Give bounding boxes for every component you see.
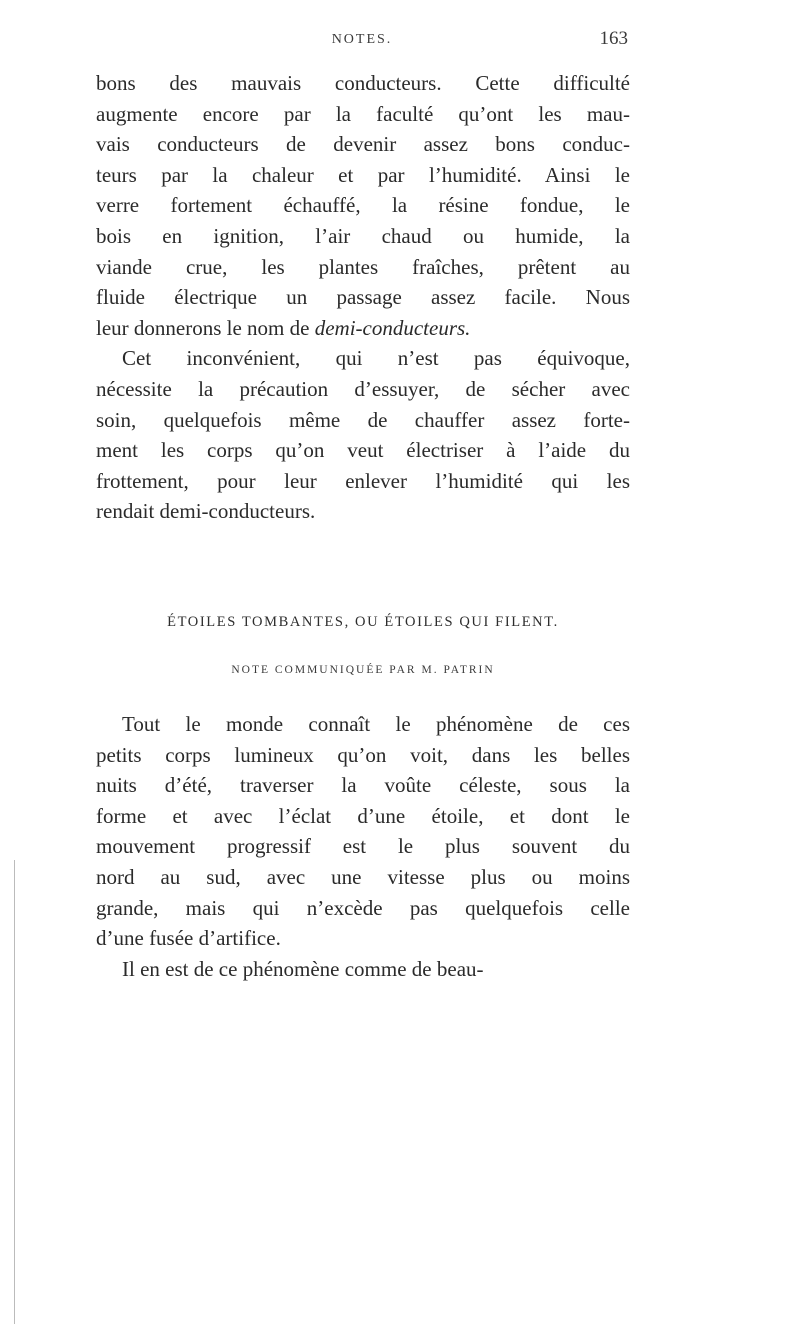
text-line: nécessite la précaution d’essuyer, de sécher avec: [96, 376, 630, 401]
text-line: viande crue, les plantes fraîches, prêtent au: [96, 254, 630, 279]
text-line: ment les corps qu’on veut électriser à l’aide du: [96, 438, 630, 463]
text-line: grande, mais qui n’excède pas quelquefois celle: [96, 895, 630, 920]
text-line: rendait demi-conducteurs.: [96, 499, 316, 524]
paragraph-shooting-stars: [96, 709, 630, 984]
running-header: [96, 24, 628, 54]
text-line: nord au sud, avec une vitesse plus ou moins: [96, 864, 630, 889]
page-number: 163: [599, 28, 628, 49]
text-line: forme et avec l’éclat d’une étoile, et dont le: [96, 803, 630, 828]
text-line: [96, 313, 630, 344]
text-line: vais conducteurs de devenir assez bons conduc-: [96, 132, 630, 157]
text-line: teurs par la chaleur et par l’humidité. Ainsi le: [96, 162, 630, 187]
text-line: d’une fusée d’artifice.: [96, 926, 281, 951]
text-line: petits corps lumineux qu’on voit, dans les belles: [96, 742, 630, 767]
text-line: nuits d’été, traverser la voûte céleste, sous la: [96, 773, 630, 798]
text-line: Tout le monde connaît le phénomène de ces: [122, 712, 630, 736]
text-line: Il en est de ce phénomène comme de beau-: [122, 956, 484, 981]
text-line: frottement, pour leur enlever l’humidité qui les: [96, 468, 630, 493]
text-line: bois en ignition, l’air chaud ou humide, la: [96, 223, 630, 248]
text-line: verre fortement échauffé, la résine fondue, le: [96, 193, 630, 218]
paragraph-conductors: [96, 68, 630, 527]
text-line: mouvement progressif est le plus souvent du: [96, 834, 630, 859]
section-subtitle: NOTE COMMUNIQUÉE PAR M. PATRIN: [231, 664, 495, 676]
running-title: NOTES.: [331, 32, 393, 47]
text-line-prefix: leur donnerons le nom de: [96, 315, 315, 340]
section-title: ÉTOILES TOMBANTES, OU ÉTOILES QUI FILENT.: [167, 614, 559, 630]
margin-rule: [14, 860, 15, 1324]
text-line: soin, quelquefois même de chauffer assez forte-: [96, 407, 630, 432]
italic-term: demi-conducteurs.: [314, 315, 471, 340]
text-line: Cet inconvénient, qui n’est pas équivoque,: [122, 346, 630, 371]
text-line: bons des mauvais conducteurs. Cette difficulté: [96, 71, 630, 95]
text-line: augmente encore par la faculté qu’ont les mau-: [96, 101, 630, 126]
text-line: fluide électrique un passage assez facile. Nous: [96, 285, 630, 310]
